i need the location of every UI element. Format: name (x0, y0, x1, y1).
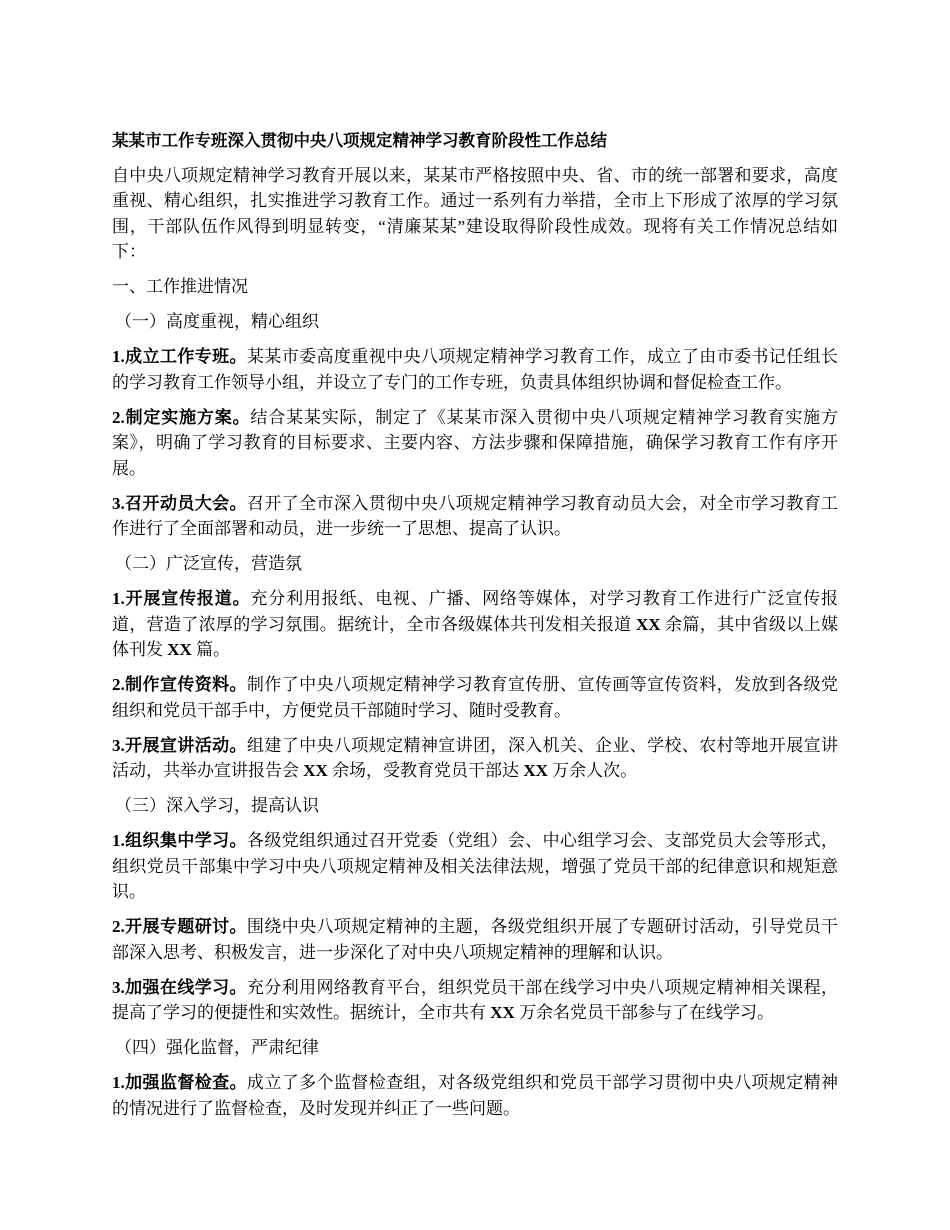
item-lead: 3.加强在线学习。 (112, 977, 247, 997)
item-lead: 2.制定实施方案。 (112, 407, 251, 427)
item-lead: 1.加强监督检查。 (112, 1073, 247, 1092)
item-body-text: 某某市委高度重视中央八项规定精神学习教育工作，成立了由市委书记任组长的学习教育工作领导小组，并设立了专门的工作专班，负责具体组织协调和督促检查工作。 (112, 347, 838, 392)
item-body-text: 余篇，其中省级以上媒体刊发 (112, 614, 838, 659)
subsection-heading: （一）高度重视，精心组织 (115, 312, 319, 331)
intro-paragraph: 自中央八项规定精神学习教育开展以来，某某市严格按照中央、省、市的统一部署和要求，高度重视、精心组织，扎实推进学习教育工作。通过一系列有力举措，全市上下形成了浓厚的学习氛围，干部队伍作风得到明显转变，“清廉某某”建设取得阶段性成效。现将有关工作情况总结如下： (112, 165, 838, 261)
document-body (112, 274, 838, 1121)
numbered-item (112, 586, 838, 663)
item-body-text: 万余名党员干部参与了在线学习。 (514, 1003, 775, 1022)
item-body-text: 充分利用报纸、电视、广播、网络等媒体，对学习教育工作进行广泛宣传报道，营造了浓厚的学习氛围。据统计，全市各级媒体共刊发相关报道 (112, 589, 839, 634)
subsection-heading: （四）强化监督，严肃纪律 (115, 1038, 319, 1057)
item-lead: 1.开展宣传报道。 (112, 589, 251, 608)
placeholder-number: XX (490, 1003, 515, 1022)
numbered-item (112, 672, 838, 723)
numbered-item (112, 975, 838, 1026)
subsection-heading: （二）广泛宣传，营造氛 (115, 554, 302, 573)
subsection-heading: （三）深入学习，提高认识 (115, 796, 319, 815)
item-lead: 1.成立工作专班。 (112, 347, 247, 366)
item-lead: 3.召开动员大会。 (112, 493, 247, 513)
item-body-text: 结合某某实际，制定了《某某市深入贯彻中央八项规定精神学习教育实施方案》，明确了学习教育的目标要求、主要内容、方法步骤和保障措施，确保学习教育工作有序开展。 (112, 407, 839, 478)
placeholder-number: XX (303, 761, 328, 780)
placeholder-number: XX (636, 614, 661, 634)
item-lead: 1.组织集中学习。 (112, 831, 247, 850)
item-lead: 2.制作宣传资料。 (112, 675, 247, 694)
numbered-item (112, 491, 838, 542)
item-body-text: 制作了中央八项规定精神学习教育宣传册、宣传画等宣传资料，发放到各级党组织和党员干部手中，方便党员干部随时学习、随时受教育。 (112, 675, 838, 720)
item-body-text: 组建了中央八项规定精神宣讲团，深入机关、企业、学校、农村等地开展宣讲活动，共举办宣讲报告会 (112, 735, 838, 780)
numbered-item (112, 914, 838, 965)
numbered-item (112, 828, 838, 905)
page-title: 某某市工作专班深入贯彻中央八项规定精神学习教育阶段性工作总结 (112, 131, 607, 150)
placeholder-number: XX (167, 640, 192, 659)
item-body-text: 余场，受教育党员干部达 (327, 761, 524, 780)
item-lead: 3.开展宣讲活动。 (112, 735, 247, 755)
numbered-item (112, 1070, 838, 1121)
numbered-item (112, 733, 838, 784)
numbered-item (112, 405, 838, 482)
item-body-text: 成立了多个监督检查组，对各级党组织和党员干部学习贯彻中央八项规定精神的情况进行了监督检查，及时发现并纠正了一些问题。 (112, 1073, 838, 1118)
item-lead: 2.开展专题研讨。 (112, 917, 247, 936)
item-body-text: 篇。 (191, 640, 231, 659)
item-body-text: 充分利用网络教育平台，组织党员干部在线学习中央八项规定精神相关课程，提高了学习的便捷性和实效性。据统计，全市共有 (112, 977, 838, 1022)
placeholder-number: XX (523, 761, 548, 780)
item-body-text: 万余人次。 (547, 761, 638, 780)
section-heading: 一、工作推进情况 (112, 277, 248, 296)
numbered-item (112, 344, 838, 395)
item-body-text: 召开了全市深入贯彻中央八项规定精神学习教育动员大会，对全市学习教育工作进行了全面部署和动员，进一步统一了思想、提高了认识。 (112, 493, 838, 538)
item-body-text: 各级党组织通过召开党委（党组）会、中心组学习会、支部党员大会等形式，组织党员干部集中学习中央八项规定精神及相关法律法规，增强了党员干部的纪律意识和规矩意识。 (112, 831, 838, 901)
item-body-text: 围绕中央八项规定精神的主题，各级党组织开展了专题研讨活动，引导党员干部深入思考、积极发言，进一步深化了对中央八项规定精神的理解和认识。 (112, 917, 838, 962)
